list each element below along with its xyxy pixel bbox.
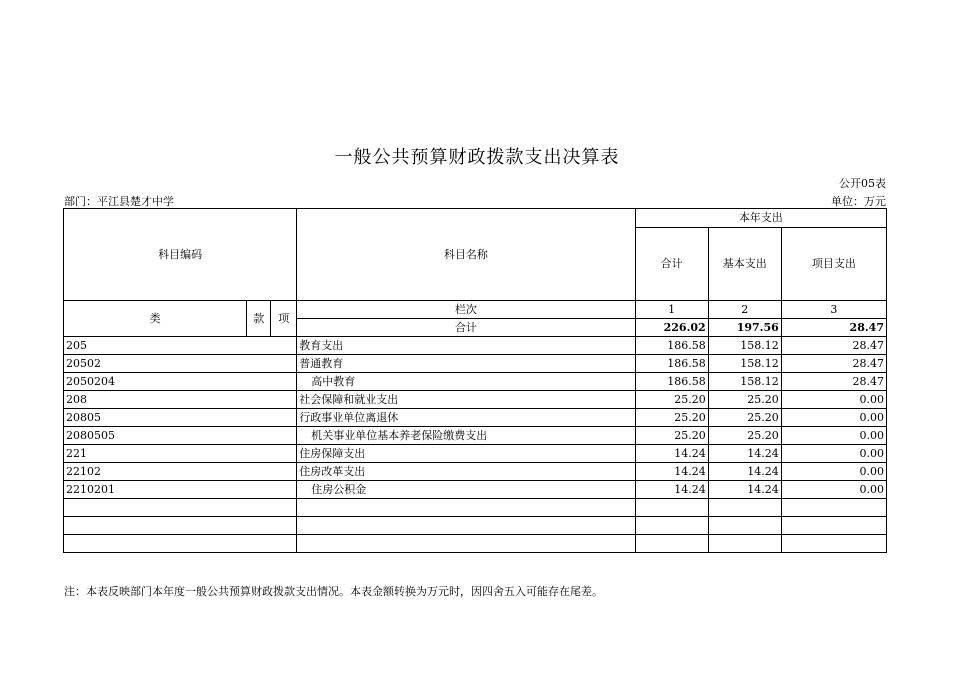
header-column-order: 栏次 bbox=[297, 301, 635, 319]
department-label: 部门：平江县楚才中学 bbox=[64, 195, 174, 208]
empty-cell bbox=[781, 517, 886, 535]
row-total: 186.58 bbox=[635, 355, 708, 373]
row-name: 机关事业单位基本养老保险缴费支出 bbox=[297, 427, 635, 445]
row-basic: 14.24 bbox=[708, 463, 781, 481]
row-total: 25.20 bbox=[635, 427, 708, 445]
header-col3: 3 bbox=[781, 301, 886, 319]
row-name: 住房公积金 bbox=[297, 481, 635, 499]
row-total: 14.24 bbox=[635, 463, 708, 481]
header-code: 科目编码 bbox=[64, 209, 297, 301]
header-col1: 1 bbox=[635, 301, 708, 319]
empty-cell bbox=[297, 517, 635, 535]
empty-cell bbox=[64, 517, 297, 535]
row-basic: 158.12 bbox=[708, 337, 781, 355]
table-row bbox=[64, 409, 887, 427]
row-basic: 14.24 bbox=[708, 481, 781, 499]
table-row bbox=[64, 391, 887, 409]
empty-cell bbox=[635, 535, 708, 553]
row-code: 205 bbox=[64, 337, 297, 355]
empty-cell bbox=[297, 535, 635, 553]
row-project: 28.47 bbox=[781, 373, 886, 391]
row-basic: 14.24 bbox=[708, 445, 781, 463]
empty-cell bbox=[781, 535, 886, 553]
table-row bbox=[64, 427, 887, 445]
empty-cell bbox=[635, 499, 708, 517]
header-lei: 类 bbox=[64, 301, 247, 337]
header-total: 合计 bbox=[635, 228, 708, 301]
empty-row bbox=[64, 535, 887, 553]
row-project: 0.00 bbox=[781, 427, 886, 445]
row-basic: 25.20 bbox=[708, 427, 781, 445]
row-project: 28.47 bbox=[781, 355, 886, 373]
row-project: 0.00 bbox=[781, 445, 886, 463]
row-code: 2050204 bbox=[64, 373, 297, 391]
expenditure-table bbox=[63, 208, 887, 553]
table-row bbox=[64, 355, 887, 373]
row-name: 住房改革支出 bbox=[297, 463, 635, 481]
header-col2: 2 bbox=[708, 301, 781, 319]
row-total: 25.20 bbox=[635, 409, 708, 427]
row-total: 25.20 bbox=[635, 391, 708, 409]
row-name: 住房保障支出 bbox=[297, 445, 635, 463]
row-basic: 25.20 bbox=[708, 409, 781, 427]
page-title: 一般公共预算财政拨款支出决算表 bbox=[334, 147, 620, 168]
row-name: 行政事业单位离退休 bbox=[297, 409, 635, 427]
row-code: 2080505 bbox=[64, 427, 297, 445]
header-name: 科目名称 bbox=[297, 209, 635, 301]
empty-cell bbox=[64, 535, 297, 553]
table-row bbox=[64, 463, 887, 481]
empty-cell bbox=[781, 499, 886, 517]
sum-label: 合计 bbox=[297, 319, 635, 337]
row-code: 20805 bbox=[64, 409, 297, 427]
header-kuan: 款 bbox=[247, 301, 271, 337]
header-basic: 基本支出 bbox=[708, 228, 781, 301]
row-code: 22102 bbox=[64, 463, 297, 481]
row-basic: 158.12 bbox=[708, 373, 781, 391]
row-basic: 158.12 bbox=[708, 355, 781, 373]
empty-row bbox=[64, 499, 887, 517]
row-basic: 25.20 bbox=[708, 391, 781, 409]
form-number: 公开05表 bbox=[839, 177, 886, 190]
table-row bbox=[64, 373, 887, 391]
row-name: 教育支出 bbox=[297, 337, 635, 355]
row-code: 221 bbox=[64, 445, 297, 463]
row-code: 2210201 bbox=[64, 481, 297, 499]
table-row bbox=[64, 445, 887, 463]
row-total: 186.58 bbox=[635, 337, 708, 355]
row-project: 0.00 bbox=[781, 409, 886, 427]
empty-cell bbox=[297, 499, 635, 517]
sum-basic: 197.56 bbox=[708, 319, 781, 337]
row-total: 186.58 bbox=[635, 373, 708, 391]
empty-cell bbox=[64, 499, 297, 517]
empty-cell bbox=[708, 499, 781, 517]
empty-row bbox=[64, 517, 887, 535]
row-code: 208 bbox=[64, 391, 297, 409]
row-name: 高中教育 bbox=[297, 373, 635, 391]
sum-total: 226.02 bbox=[635, 319, 708, 337]
row-total: 14.24 bbox=[635, 445, 708, 463]
header-current-year: 本年支出 bbox=[635, 209, 886, 228]
unit-label: 单位：万元 bbox=[831, 195, 886, 208]
empty-cell bbox=[708, 517, 781, 535]
row-name: 普通教育 bbox=[297, 355, 635, 373]
row-project: 0.00 bbox=[781, 481, 886, 499]
empty-cell bbox=[635, 517, 708, 535]
header-xiang: 项 bbox=[271, 301, 297, 337]
row-name: 社会保障和就业支出 bbox=[297, 391, 635, 409]
sum-project: 28.47 bbox=[781, 319, 886, 337]
table-row bbox=[64, 481, 887, 499]
row-total: 14.24 bbox=[635, 481, 708, 499]
header-project: 项目支出 bbox=[781, 228, 886, 301]
row-project: 28.47 bbox=[781, 337, 886, 355]
row-code: 20502 bbox=[64, 355, 297, 373]
table-row bbox=[64, 337, 887, 355]
row-project: 0.00 bbox=[781, 463, 886, 481]
row-project: 0.00 bbox=[781, 391, 886, 409]
empty-cell bbox=[708, 535, 781, 553]
footnote: 注：本表反映部门本年度一般公共预算财政拨款支出情况。本表金额转换为万元时，因四舍五入可能存在尾差。 bbox=[64, 585, 603, 598]
